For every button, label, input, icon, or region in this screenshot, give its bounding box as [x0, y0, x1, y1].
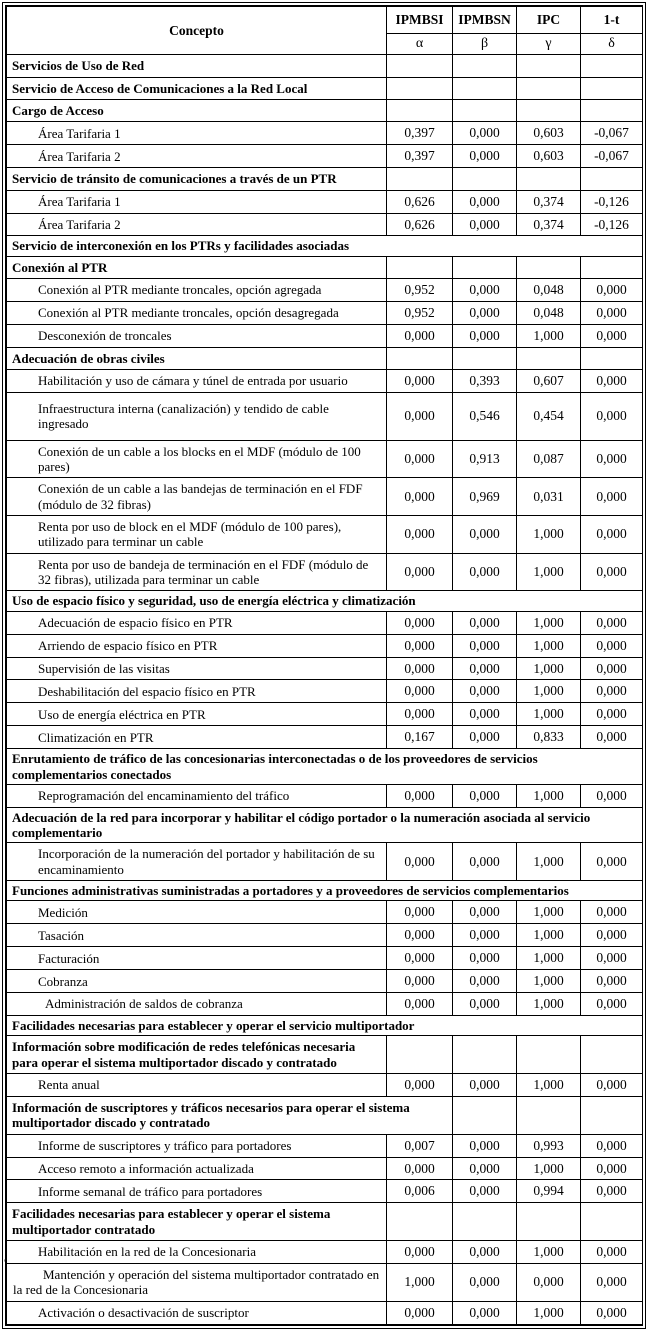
item-label: Incorporación de la numeración del portador y habilitación de su encaminamiento	[7, 843, 387, 881]
value-cell: 0,000	[581, 440, 643, 478]
value-cell: 0,000	[387, 657, 453, 680]
value-cell: 0,000	[387, 611, 453, 634]
empty-cell	[453, 77, 517, 99]
section-label: Adecuación de la red para incorporar y habilitar el código portador o la numeración asociada al servicio complementario	[7, 807, 643, 843]
section-label: Conexión al PTR	[7, 256, 387, 278]
section-row	[7, 881, 643, 901]
empty-cell	[581, 1096, 643, 1134]
value-cell: 0,000	[387, 924, 453, 947]
item-row	[7, 784, 643, 807]
value-cell: 0,454	[517, 393, 581, 441]
section-row	[7, 100, 643, 122]
value-cell: 0,000	[453, 1301, 517, 1324]
value-cell: 0,603	[517, 122, 581, 145]
value-cell: 0,000	[453, 190, 517, 213]
value-cell: 0,000	[581, 302, 643, 325]
section-label: Servicio de Acceso de Comunicaciones a la Red Local	[7, 77, 387, 99]
section-label: Cargo de Acceso	[7, 100, 387, 122]
value-cell: 0,626	[387, 213, 453, 236]
column-header-ipc: IPC	[517, 7, 581, 34]
value-cell: 0,000	[581, 924, 643, 947]
value-cell: 0,393	[453, 370, 517, 393]
section-row	[7, 807, 643, 843]
item-label: Informe de suscriptores y tráfico para portadores	[7, 1134, 387, 1157]
value-cell: 0,000	[581, 1074, 643, 1097]
value-cell: 0,000	[453, 703, 517, 726]
item-row	[7, 478, 643, 516]
section-label: Facilidades necesarias para establecer y operar el sistema multiportador contratado	[7, 1203, 387, 1241]
item-label: Tasación	[7, 924, 387, 947]
empty-cell	[453, 1036, 517, 1074]
empty-cell	[581, 1203, 643, 1241]
value-cell: 0,000	[581, 1263, 643, 1301]
value-cell: 0,000	[387, 1241, 453, 1264]
greek-symbol-alpha: α	[387, 33, 453, 55]
value-cell: 0,000	[453, 901, 517, 924]
item-label: Área Tarifaria 2	[7, 145, 387, 168]
empty-cell	[453, 168, 517, 190]
value-cell: 0,000	[387, 516, 453, 554]
item-row	[7, 1241, 643, 1264]
value-cell: 0,000	[581, 726, 643, 749]
value-cell: 0,000	[453, 1074, 517, 1097]
item-label: Área Tarifaria 1	[7, 190, 387, 213]
item-row	[7, 213, 643, 236]
value-cell: 0,000	[453, 213, 517, 236]
value-cell: 1,000	[517, 680, 581, 703]
value-cell: 0,626	[387, 190, 453, 213]
value-cell: 0,006	[387, 1180, 453, 1203]
section-label: Información sobre modificación de redes telefónicas necesaria para operar el sistema multiportador discado y contratado	[7, 1036, 387, 1074]
empty-cell	[517, 1203, 581, 1241]
value-cell: 0,000	[387, 843, 453, 881]
value-cell: 0,000	[453, 1134, 517, 1157]
section-row	[7, 256, 643, 278]
empty-cell	[387, 100, 453, 122]
value-cell: 0,000	[581, 324, 643, 347]
section-label: Enrutamiento de tráfico de las concesionarias interconectadas o de los proveedores de servicios complementarios conectados	[7, 749, 643, 785]
value-cell: 0,374	[517, 213, 581, 236]
value-cell: 0,603	[517, 145, 581, 168]
table-frame	[2, 2, 646, 1329]
value-cell: 0,397	[387, 122, 453, 145]
item-label: Infraestructura interna (canalización) y tendido de cable ingresado	[7, 393, 387, 441]
value-cell: 0,000	[387, 634, 453, 657]
empty-cell	[581, 100, 643, 122]
value-cell: 0,000	[581, 993, 643, 1016]
value-cell: 0,000	[581, 516, 643, 554]
item-label: Cobranza	[7, 970, 387, 993]
empty-cell	[581, 347, 643, 369]
header-row-titles	[7, 7, 643, 34]
section-row	[7, 1203, 643, 1241]
item-label: Renta por uso de bandeja de terminación en el FDF (módulo de 32 fibras), utilizada para terminar un cable	[7, 553, 387, 591]
value-cell: 0,833	[517, 726, 581, 749]
item-label: Facturación	[7, 947, 387, 970]
item-row	[7, 1134, 643, 1157]
value-cell: 0,994	[517, 1180, 581, 1203]
value-cell: 0,952	[387, 302, 453, 325]
item-row	[7, 1157, 643, 1180]
empty-cell	[581, 1036, 643, 1074]
value-cell: 0,000	[581, 279, 643, 302]
value-cell: 0,000	[453, 324, 517, 347]
value-cell: -0,126	[581, 213, 643, 236]
value-cell: 0,000	[453, 1241, 517, 1264]
item-label: Arriendo de espacio físico en PTR	[7, 634, 387, 657]
item-label: Desconexión de troncales	[7, 324, 387, 347]
value-cell: 1,000	[517, 970, 581, 993]
value-cell: 0,000	[581, 947, 643, 970]
value-cell: 0,000	[581, 1134, 643, 1157]
greek-symbol-gamma: γ	[517, 33, 581, 55]
value-cell: 0,000	[453, 145, 517, 168]
item-row	[7, 370, 643, 393]
item-label: Conexión de un cable a las bandejas de terminación en el FDF (módulo de 32 fibras)	[7, 478, 387, 516]
value-cell: -0,126	[581, 190, 643, 213]
item-row	[7, 993, 643, 1016]
value-cell: 0,000	[453, 1180, 517, 1203]
empty-cell	[581, 55, 643, 77]
empty-cell	[387, 77, 453, 99]
section-label: Servicio de interconexión en los PTRs y facilidades asociadas	[7, 236, 643, 256]
value-cell: 1,000	[517, 657, 581, 680]
value-cell: 0,000	[387, 553, 453, 591]
empty-cell	[581, 168, 643, 190]
item-label: Habilitación en la red de la Concesionaria	[7, 1241, 387, 1264]
section-row	[7, 168, 643, 190]
item-label: Adecuación de espacio físico en PTR	[7, 611, 387, 634]
section-label: Información de suscriptores y tráficos necesarios para operar el sistema multiportador discado y contratado	[7, 1096, 453, 1134]
value-cell: 0,000	[581, 784, 643, 807]
item-label: Supervisión de las visitas	[7, 657, 387, 680]
item-label: Informe semanal de tráfico para portadores	[7, 1180, 387, 1203]
value-cell: 0,000	[581, 634, 643, 657]
item-row	[7, 970, 643, 993]
empty-cell	[517, 77, 581, 99]
value-cell: 1,000	[517, 611, 581, 634]
empty-cell	[517, 100, 581, 122]
value-cell: 0,000	[387, 478, 453, 516]
value-cell: 0,000	[581, 680, 643, 703]
value-cell: 0,000	[581, 478, 643, 516]
value-cell: 0,000	[453, 611, 517, 634]
section-label: Adecuación de obras civiles	[7, 347, 387, 369]
value-cell: 0,000	[453, 634, 517, 657]
value-cell: 0,048	[517, 279, 581, 302]
value-cell: 0,993	[517, 1134, 581, 1157]
item-label: Renta por uso de block en el MDF (módulo de 100 pares), utilizado para terminar un cable	[7, 516, 387, 554]
section-row	[7, 77, 643, 99]
section-label: Uso de espacio físico y seguridad, uso de energía eléctrica y climatización	[7, 591, 643, 611]
value-cell: 0,000	[387, 1157, 453, 1180]
value-cell: 1,000	[517, 993, 581, 1016]
section-label: Servicio de tránsito de comunicaciones a través de un PTR	[7, 168, 387, 190]
empty-cell	[581, 77, 643, 99]
item-row	[7, 901, 643, 924]
value-cell: 0,000	[387, 947, 453, 970]
section-row	[7, 347, 643, 369]
empty-cell	[387, 1203, 453, 1241]
value-cell: -0,067	[581, 122, 643, 145]
footnote-mark: '	[4, 1258, 6, 1268]
value-cell: 1,000	[517, 1157, 581, 1180]
value-cell: 1,000	[517, 516, 581, 554]
value-cell: 0,546	[453, 393, 517, 441]
section-row	[7, 591, 643, 611]
column-header-1-t: 1-t	[581, 7, 643, 34]
value-cell: 0,000	[581, 1180, 643, 1203]
section-row	[7, 236, 643, 256]
item-label: Acceso remoto a información actualizada	[7, 1157, 387, 1180]
item-row	[7, 324, 643, 347]
item-row	[7, 1180, 643, 1203]
value-cell: 0,000	[387, 680, 453, 703]
value-cell: 1,000	[517, 843, 581, 881]
value-cell: 1,000	[387, 1263, 453, 1301]
value-cell: 0,167	[387, 726, 453, 749]
value-cell: 0,952	[387, 279, 453, 302]
value-cell: 0,000	[387, 370, 453, 393]
greek-symbol-delta: δ	[581, 33, 643, 55]
column-header-concepto: Concepto	[7, 7, 387, 55]
value-cell: -0,067	[581, 145, 643, 168]
item-label: Área Tarifaria 2	[7, 213, 387, 236]
item-label: Activación o desactivación de suscriptor	[7, 1301, 387, 1324]
empty-cell	[517, 168, 581, 190]
item-label: Mantención y operación del sistema multiportador contratado en la red de la Concesionaria	[7, 1263, 387, 1301]
value-cell: 0,000	[453, 843, 517, 881]
item-row	[7, 703, 643, 726]
item-row	[7, 657, 643, 680]
value-cell: 0,000	[387, 784, 453, 807]
section-row	[7, 1036, 643, 1074]
item-label: Renta anual	[7, 1074, 387, 1097]
item-row	[7, 726, 643, 749]
empty-cell	[453, 100, 517, 122]
value-cell: 0,000	[453, 279, 517, 302]
value-cell: 0,000	[453, 122, 517, 145]
item-row	[7, 393, 643, 441]
item-label: Administración de saldos de cobranza	[7, 993, 387, 1016]
column-header-ipmbsn: IPMBSN	[453, 7, 517, 34]
empty-cell	[517, 1096, 581, 1134]
value-cell: 0,000	[581, 1157, 643, 1180]
value-cell: 0,000	[387, 970, 453, 993]
column-header-ipmbsi: IPMBSI	[387, 7, 453, 34]
section-row	[7, 55, 643, 77]
item-row	[7, 553, 643, 591]
value-cell: 0,397	[387, 145, 453, 168]
value-cell: 0,031	[517, 478, 581, 516]
empty-cell	[453, 1203, 517, 1241]
item-label: Conexión de un cable a los blocks en el MDF (módulo de 100 pares)	[7, 440, 387, 478]
item-label: Reprogramación del encaminamiento del tráfico	[7, 784, 387, 807]
value-cell: 0,000	[581, 1301, 643, 1324]
empty-cell	[453, 347, 517, 369]
greek-symbol-beta: β	[453, 33, 517, 55]
section-label: Funciones administrativas suministradas a portadores y a proveedores de servicios complementarios	[7, 881, 643, 901]
item-label: Uso de energía eléctrica en PTR	[7, 703, 387, 726]
empty-cell	[387, 347, 453, 369]
item-row	[7, 190, 643, 213]
value-cell: 0,000	[517, 1263, 581, 1301]
value-cell: 0,000	[453, 553, 517, 591]
value-cell: 0,000	[453, 993, 517, 1016]
empty-cell	[387, 256, 453, 278]
value-cell: 0,000	[387, 703, 453, 726]
value-cell: 0,000	[581, 370, 643, 393]
empty-cell	[387, 1036, 453, 1074]
value-cell: 0,000	[581, 393, 643, 441]
value-cell: 0,000	[453, 1157, 517, 1180]
section-label: Servicios de Uso de Red	[7, 55, 387, 77]
item-row	[7, 1301, 643, 1324]
item-row	[7, 122, 643, 145]
value-cell: 0,000	[581, 611, 643, 634]
value-cell: 1,000	[517, 553, 581, 591]
empty-cell	[517, 55, 581, 77]
empty-cell	[453, 55, 517, 77]
value-cell: 0,000	[387, 1301, 453, 1324]
item-label: Área Tarifaria 1	[7, 122, 387, 145]
value-cell: 0,000	[453, 302, 517, 325]
item-row	[7, 516, 643, 554]
table-header	[7, 7, 643, 55]
indexation-table	[6, 6, 643, 1325]
empty-cell	[517, 1036, 581, 1074]
value-cell: 1,000	[517, 703, 581, 726]
item-row	[7, 843, 643, 881]
value-cell: 0,000	[581, 970, 643, 993]
value-cell: 0,000	[581, 1241, 643, 1264]
value-cell: 0,000	[387, 393, 453, 441]
value-cell: 0,000	[387, 440, 453, 478]
value-cell: 0,007	[387, 1134, 453, 1157]
value-cell: 0,000	[387, 901, 453, 924]
value-cell: 0,969	[453, 478, 517, 516]
value-cell: 0,000	[581, 553, 643, 591]
item-label: Deshabilitación del espacio físico en PTR	[7, 680, 387, 703]
value-cell: 0,000	[453, 680, 517, 703]
empty-cell	[387, 55, 453, 77]
value-cell: 0,000	[581, 657, 643, 680]
empty-cell	[517, 256, 581, 278]
empty-cell	[453, 256, 517, 278]
value-cell: 1,000	[517, 901, 581, 924]
value-cell: 0,087	[517, 440, 581, 478]
value-cell: 0,000	[453, 970, 517, 993]
value-cell: 1,000	[517, 784, 581, 807]
value-cell: 0,000	[453, 1263, 517, 1301]
item-row	[7, 634, 643, 657]
empty-cell	[387, 168, 453, 190]
value-cell: 0,000	[581, 703, 643, 726]
item-row	[7, 1074, 643, 1097]
item-row	[7, 1263, 643, 1301]
value-cell: 1,000	[517, 324, 581, 347]
value-cell: 0,000	[387, 993, 453, 1016]
item-row	[7, 145, 643, 168]
empty-cell	[453, 1096, 517, 1134]
value-cell: 0,000	[453, 924, 517, 947]
item-label: Conexión al PTR mediante troncales, opción agregada	[7, 279, 387, 302]
value-cell: 0,000	[387, 1074, 453, 1097]
value-cell: 0,913	[453, 440, 517, 478]
value-cell: 0,000	[453, 657, 517, 680]
item-row	[7, 302, 643, 325]
value-cell: 0,000	[453, 784, 517, 807]
item-label: Habilitación y uso de cámara y túnel de entrada por usuario	[7, 370, 387, 393]
section-label: Facilidades necesarias para establecer y operar el servicio multiportador	[7, 1016, 643, 1036]
value-cell: 1,000	[517, 947, 581, 970]
value-cell: 0,374	[517, 190, 581, 213]
item-row	[7, 680, 643, 703]
empty-cell	[517, 347, 581, 369]
item-row	[7, 440, 643, 478]
value-cell: 0,000	[453, 516, 517, 554]
section-row	[7, 1016, 643, 1036]
value-cell: 1,000	[517, 634, 581, 657]
value-cell: 1,000	[517, 1074, 581, 1097]
item-row	[7, 279, 643, 302]
table-body	[7, 55, 643, 1324]
section-row	[7, 1096, 643, 1134]
item-row	[7, 924, 643, 947]
item-label: Climatización en PTR	[7, 726, 387, 749]
value-cell: 0,048	[517, 302, 581, 325]
value-cell: 0,000	[581, 843, 643, 881]
item-row	[7, 947, 643, 970]
value-cell: 1,000	[517, 924, 581, 947]
item-label: Conexión al PTR mediante troncales, opción desagregada	[7, 302, 387, 325]
value-cell: 0,000	[581, 901, 643, 924]
value-cell: 1,000	[517, 1301, 581, 1324]
value-cell: 1,000	[517, 1241, 581, 1264]
value-cell: 0,000	[453, 947, 517, 970]
value-cell: 0,000	[453, 726, 517, 749]
value-cell: 0,000	[387, 324, 453, 347]
value-cell: 0,607	[517, 370, 581, 393]
item-row	[7, 611, 643, 634]
empty-cell	[581, 256, 643, 278]
section-row	[7, 749, 643, 785]
item-label: Medición	[7, 901, 387, 924]
